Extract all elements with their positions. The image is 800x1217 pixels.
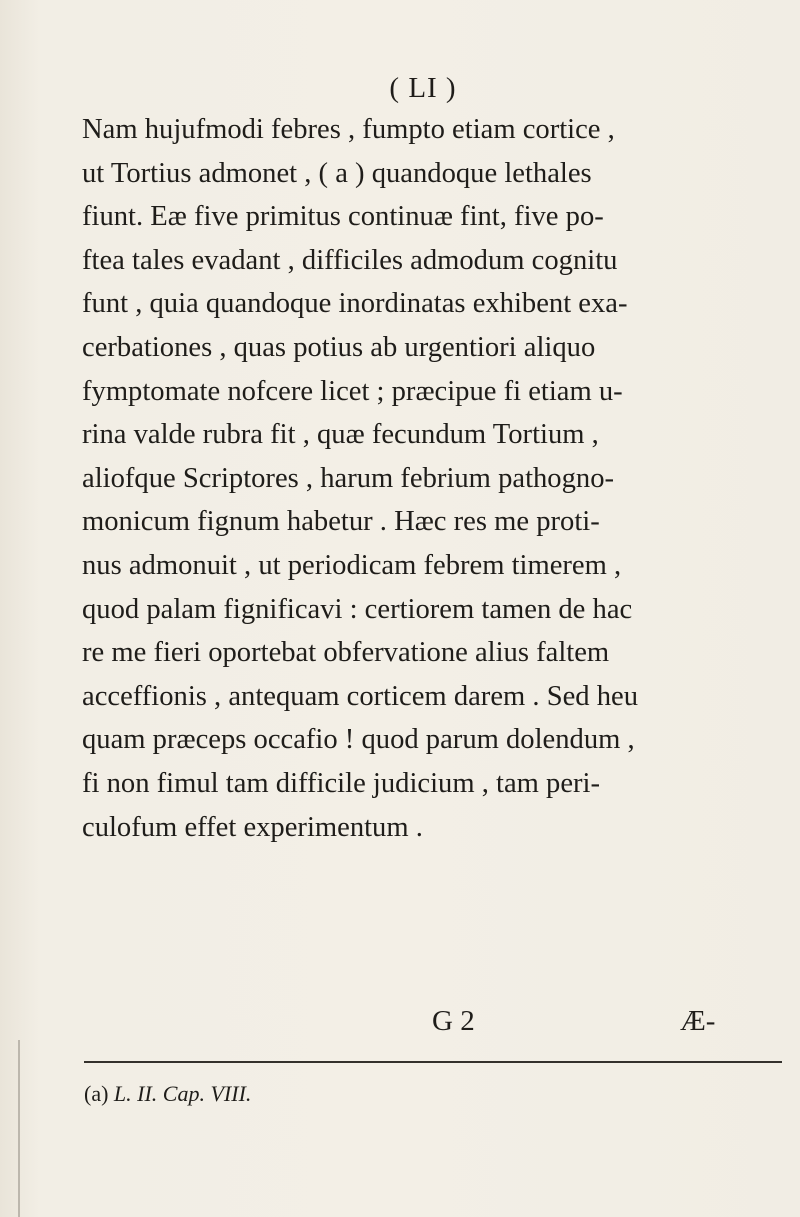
text-line: cerbationes , quas potius ab urgentiori aliquo (82, 331, 596, 363)
text-line: fi non fimul tam difficile judicium , tam peri- (82, 767, 601, 799)
text-line: fiunt. Eæ five primitus continuæ fint, five po- (82, 201, 604, 233)
text-line: Nam hujufmodi febres , fumpto etiam cortice , (82, 114, 615, 145)
binding-edge (18, 1040, 20, 1217)
catchword: Æ- (680, 1005, 716, 1037)
text-line: funt , quia quandoque inordinatas exhibent exa- (82, 288, 628, 320)
text-line: quod palam fignificavi : certiorem tamen de hac (82, 593, 633, 625)
text-line: ut Tortius admonet , ( a ) quandoque lethales (82, 157, 592, 189)
page-header (0, 72, 800, 105)
text-line: monicum fignum habetur . Hæc res me proti- (82, 506, 600, 538)
text-line: fymptomate nofcere licet ; præcipue fi etiam u- (82, 375, 623, 407)
text-line: re me fieri oportebat obfervatione alius faltem (82, 637, 610, 669)
footnote-text: L. II. Cap. VIII. (113, 1081, 252, 1106)
footnote-divider (84, 1061, 782, 1063)
text-line: culofum effet experimentum . (82, 811, 423, 843)
text-line: rina valde rubra fit , quæ fecundum Tortium , (82, 419, 599, 451)
text-line: nus admonuit , ut periodicam febrem timerem , (82, 549, 622, 581)
text-line: ftea tales evadant , difficiles admodum cognitu (82, 244, 618, 276)
footnote-marker: (a) (84, 1081, 109, 1106)
text-line: quam præceps occafio ! quod parum dolendum , (82, 724, 635, 756)
footnote (84, 1081, 251, 1107)
page-number: ( LI ) (389, 72, 457, 104)
text-line: aliofque Scriptores , harum febrium pathogno- (82, 462, 615, 494)
signature-mark: G 2 (432, 1005, 475, 1037)
body-text (82, 108, 782, 849)
text-line: acceffionis , antequam corticem darem . Sed heu (82, 680, 639, 712)
